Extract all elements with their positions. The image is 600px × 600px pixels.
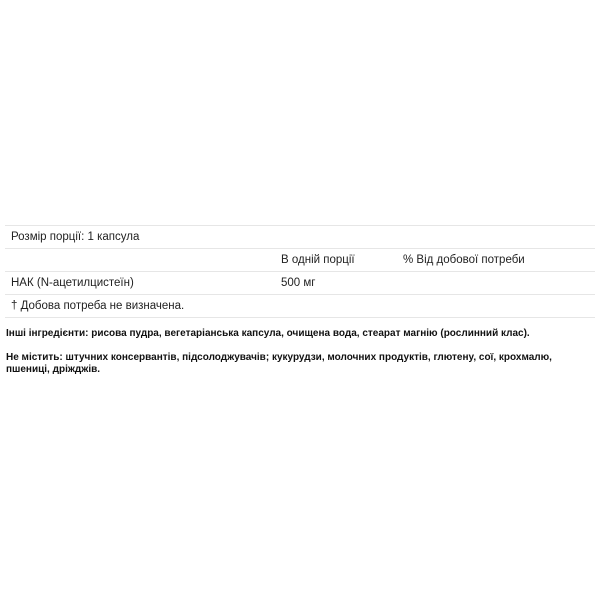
ingredient-notes [6,328,586,388]
ingredient-amount: 500 мг [281,277,316,289]
header-row [5,248,595,271]
other-ingredients-text: рисова пудра, вегетаріанська капсула, очищена вода, стеарат магнію (рослинний клас). [88,328,530,339]
ingredient-row [5,271,595,294]
supplement-facts-table [5,225,595,318]
other-ingredients [6,328,586,340]
ingredient-name: НАК (N-ацетилцистеїн) [11,277,134,289]
free-of-label: Не містить: [6,352,63,363]
footnote-row [5,294,595,318]
other-ingredients-label: Інші інгредієнти: [6,328,89,339]
free-of-text: штучних консервантів, підсолоджувачів; кукурудзи, молочних продуктів, глютену, сої, крохмалю, пшениці, дріжджів. [6,352,552,375]
serving-size: Розмір порції: 1 капсула [11,231,140,243]
serving-size-row [5,225,595,248]
footnote: † Добова потреба не визначена. [11,300,185,312]
free-of [6,352,586,376]
per-serving-header: В одній порції [281,254,355,266]
daily-value-header: % Від добової потреби [403,254,525,266]
